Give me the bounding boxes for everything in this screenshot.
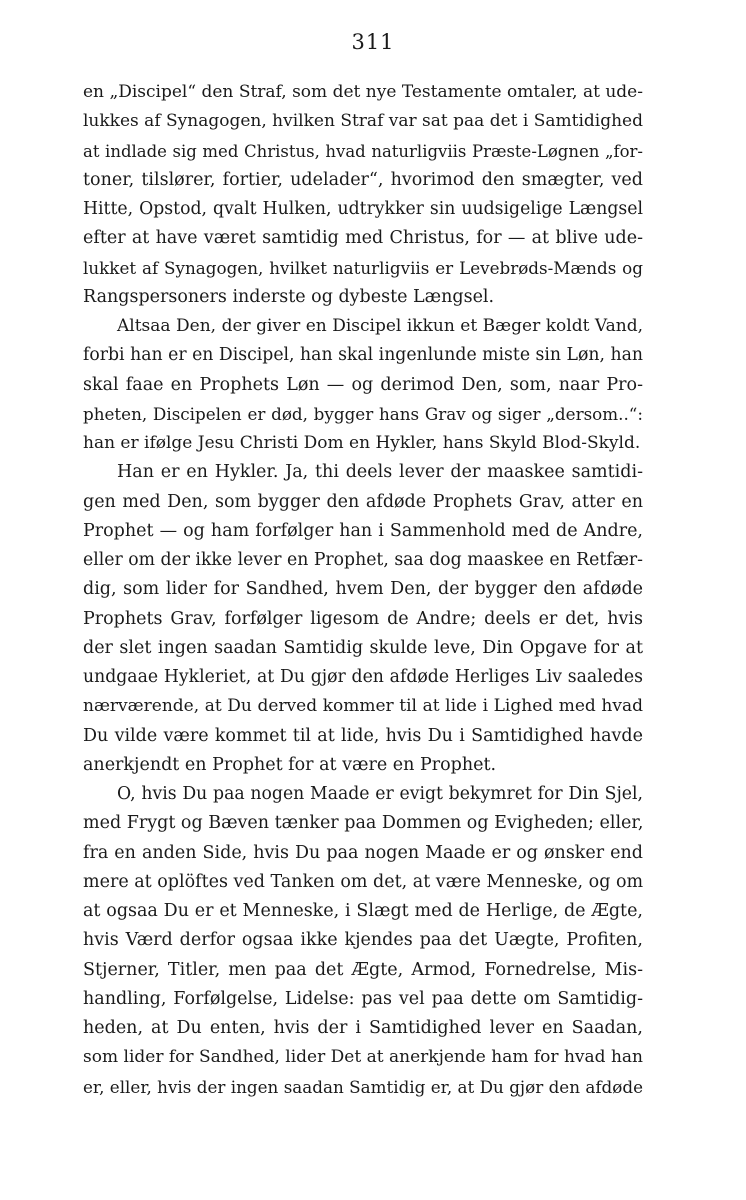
- text-line: efter at have været samtidig med Christus, for — at blive ude-: [83, 228, 643, 249]
- text-line: dig, som lider for Sandhed, hvem Den, der bygger den afdøde: [83, 579, 643, 600]
- text-line: pheten, Discipelen er død, bygger hans Grav og siger „dersom..“:: [83, 403, 643, 424]
- paragraph: [83, 458, 643, 780]
- text-line: Prophet — og ham forfølger han i Sammenhold med de Andre,: [83, 520, 643, 541]
- paragraph: [83, 78, 643, 312]
- text-line: anerkjendt en Prophet for at være en Prophet.: [83, 754, 497, 775]
- text-line: heden, at Du enten, hvis der i Samtidighed lever en Saadan,: [83, 1018, 643, 1038]
- text-line: toner, tilslører, fortier, udelader“, hvorimod den smægter, ved: [83, 169, 643, 190]
- text-line: Rangspersoners inderste og dybeste Længsel.: [83, 286, 495, 307]
- text-line: at ogsaa Du er et Menneske, i Slægt med de Herlige, de Ægte,: [83, 901, 643, 921]
- text-line: eller om der ikke lever en Prophet, saa dog maaskee en Retfær-: [83, 550, 643, 570]
- text-line: Du vilde være kommet til at lide, hvis Du i Samtidighed havde: [83, 725, 643, 746]
- text-line: at indlade sig med Christus, hvad naturligviis Præste-Løgnen „for-: [83, 141, 643, 161]
- text-line: skal faae en Prophets Løn — og derimod Den, som, naar Pro-: [83, 374, 643, 395]
- text-line: O, hvis Du paa nogen Maade er evigt bekymret for Din Sjel,: [117, 784, 643, 804]
- text-line: Han er en Hykler. Ja, thi deels lever der maaskee samtidi-: [117, 462, 643, 483]
- text-line: gen med Den, som bygger den afdøde Prophets Grav, atter en: [83, 491, 643, 512]
- paragraph: [83, 312, 643, 458]
- text-line: der slet ingen saadan Samtidig skulde leve, Din Opgave for at: [83, 637, 643, 658]
- page-number: 311: [351, 30, 395, 54]
- text-line: med Frygt og Bæven tænker paa Dommen og Evigheden; eller,: [83, 813, 644, 834]
- text-line: undgaae Hykleriet, at Du gjør den afdøde Herliges Liv saaledes: [83, 667, 643, 687]
- text-line: Stjerner, Titler, men paa det Ægte, Armod, Fornedrelse, Mis-: [83, 959, 643, 980]
- text-line: er, eller, hvis der ingen saadan Samtidig er, at Du gjør den afdøde: [83, 1076, 643, 1097]
- body-text: [83, 78, 643, 1102]
- text-line: nærværende, at Du derved kommer til at lide i Lighed med hvad: [83, 696, 643, 717]
- text-line: Hitte, Opstod, qvalt Hulken, udtrykker sin uudsigelige Længsel: [83, 199, 643, 219]
- text-line: hvis Værd derfor ogsaa ikke kjendes paa det Uægte, Profiten,: [83, 930, 643, 951]
- text-line: Prophets Grav, forfølger ligesom de Andre; deels er det, hvis: [83, 608, 643, 629]
- text-line: handling, Forfølgelse, Lidelse: pas vel paa dette om Samtidig-: [83, 988, 643, 1009]
- text-line: en „Discipel“ den Straf, som det nye Testamente omtaler, at ude-: [83, 82, 643, 102]
- text-line: han er ifølge Jesu Christi Dom en Hykler, hans Skyld Blod-Skyld.: [83, 433, 641, 453]
- text-line: forbi han er en Discipel, han skal ingenlunde miste sin Løn, han: [83, 345, 643, 366]
- text-line: lukket af Synagogen, hvilket naturligviis er Levebrøds-Mænds og: [83, 257, 643, 278]
- text-line: som lider for Sandhed, lider Det at anerkjende ham for hvad han: [83, 1047, 643, 1068]
- text-line: Altsaa Den, der giver en Discipel ikkun et Bæger koldt Vand,: [117, 316, 643, 336]
- text-line: fra en anden Side, hvis Du paa nogen Maade er og ønsker end: [83, 842, 643, 863]
- text-line: mere at oplöftes ved Tanken om det, at være Menneske, og om: [83, 871, 644, 892]
- text-line: lukkes af Synagogen, hvilken Straf var sat paa det i Samtidighed: [83, 111, 643, 132]
- paragraph: [83, 780, 643, 1102]
